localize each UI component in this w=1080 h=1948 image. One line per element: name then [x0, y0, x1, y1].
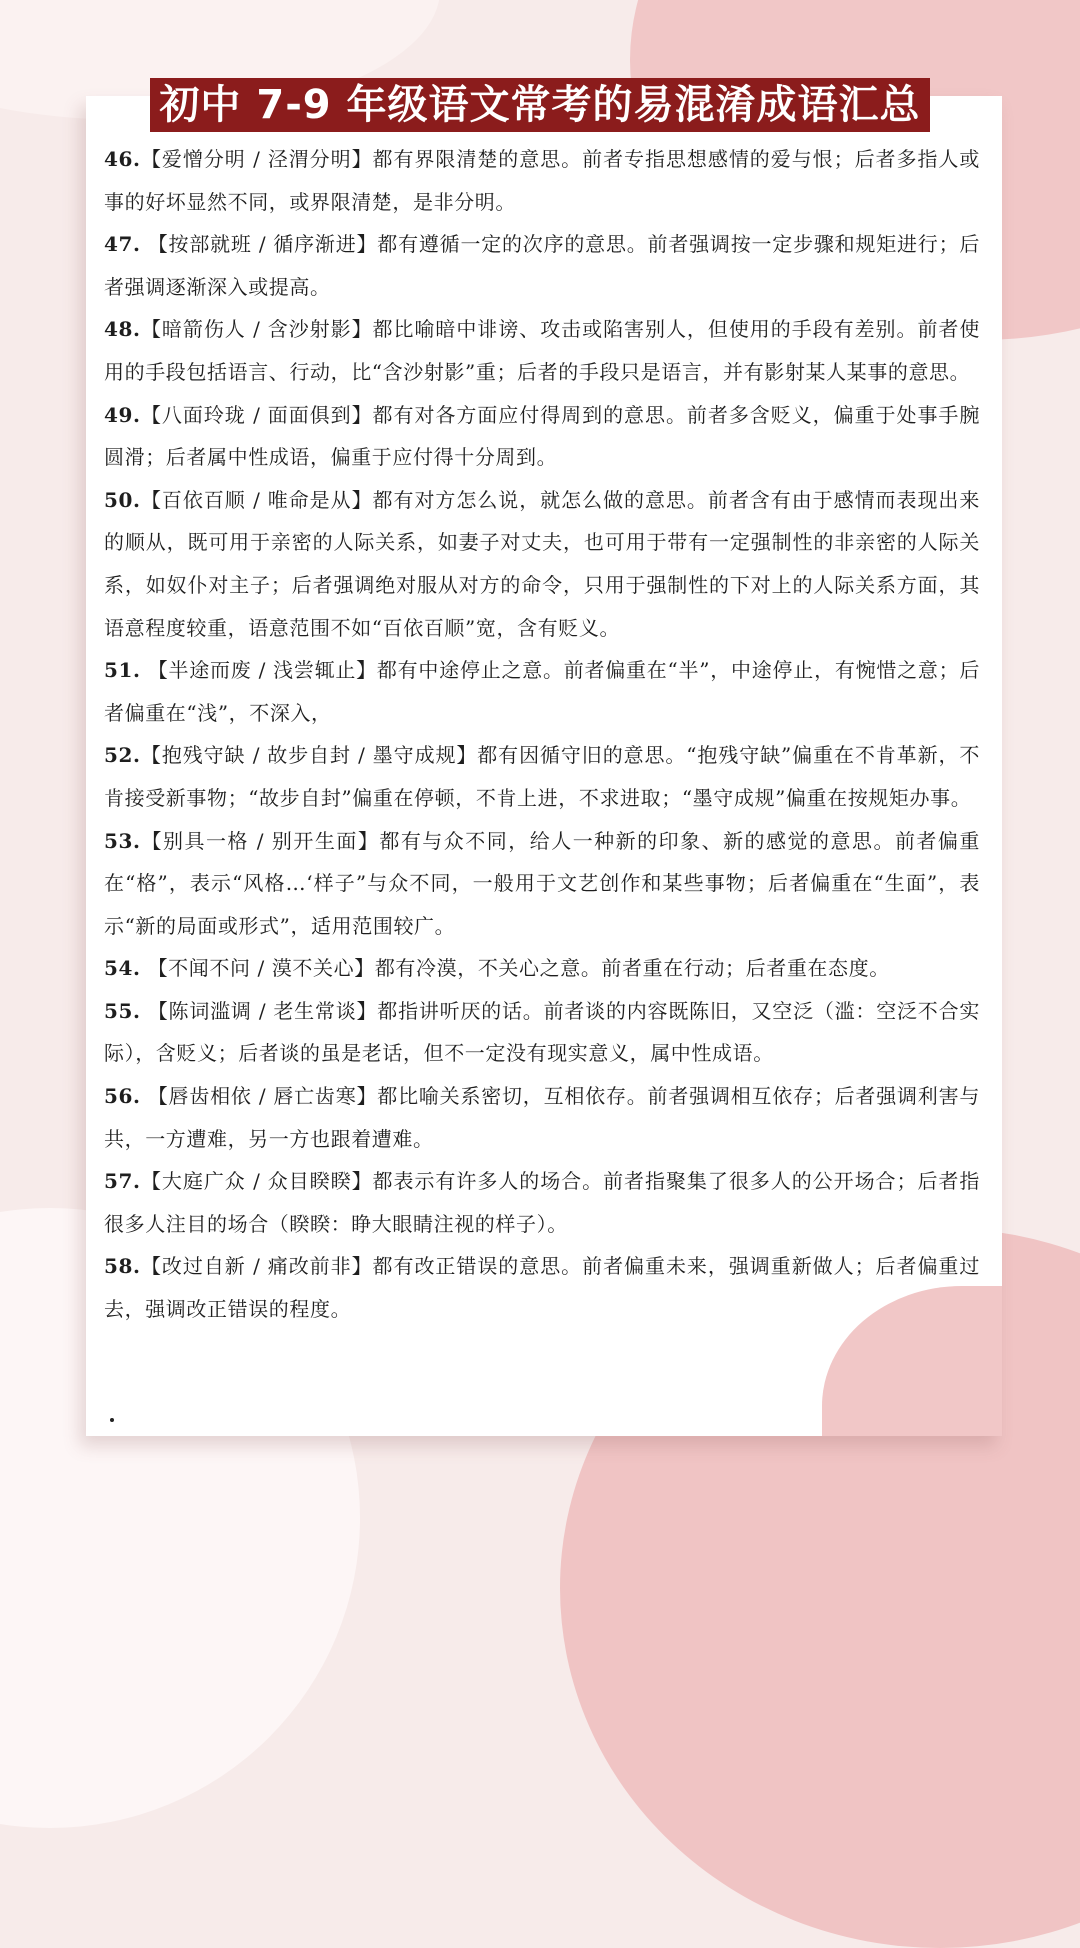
entry-number: 54. [104, 956, 141, 981]
list-item [104, 1245, 980, 1330]
entry-number: 50. [104, 487, 141, 512]
entry-number: 48. [104, 317, 141, 342]
list-item [104, 820, 980, 948]
entry-number: 57. [104, 1169, 141, 1194]
entry-number: 51. [104, 658, 141, 683]
entry-text: 【按部就班 / 循序渐进】都有遵循一定的次序的意思。前者强调按一定步骤和规矩进行；后者强调逐渐深入或提高。 [104, 232, 980, 299]
list-item [104, 138, 980, 223]
entry-number: 53. [104, 828, 141, 853]
list-item [104, 734, 980, 819]
entry-number: 49. [104, 402, 141, 427]
entry-number: 56. [104, 1084, 141, 1109]
entry-text: 【百依百顺 / 唯命是从】都有对方怎么说，就怎么做的意思。前者含有由于感情而表现出来的顺从，既可用于亲密的人际关系，如妻子对丈夫，也可用于带有一定强制性的非亲密的人际关系，如奴仆对主子；后者强调绝对服从对方的命令，只用于强制性的下对上的人际关系方面，其语意程度较重，语意范围不如“百依百顺”宽，含有贬义。 [104, 487, 980, 640]
entry-text: 【大庭广众 / 众目睽睽】都表示有许多人的场合。前者指聚集了很多人的公开场合；后者指很多人注目的场合（睽睽：睁大眼睛注视的样子）。 [104, 1169, 980, 1236]
entry-text: 【八面玲珑 / 面面俱到】都有对各方面应付得周到的意思。前者多含贬义，偏重于处事手腕圆滑；后者属中性成语，偏重于应付得十分周到。 [104, 402, 980, 470]
entry-text: 【半途而废 / 浅尝辄止】都有中途停止之意。前者偏重在“半”，中途停止，有惋惜之意；后者偏重在“浅”，不深入， [104, 658, 980, 725]
list-item [104, 1160, 980, 1245]
idiom-list [104, 138, 980, 1331]
entry-text: 【陈词滥调 / 老生常谈】都指讲听厌的话。前者谈的内容既陈旧，又空泛（滥：空泛不合实际），含贬义；后者谈的虽是老话，但不一定没有现实意义，属中性成语。 [104, 998, 980, 1066]
list-item [104, 308, 980, 393]
entry-number: 55. [104, 998, 141, 1023]
entry-number: 58. [104, 1254, 141, 1279]
list-item [104, 947, 980, 990]
entry-text: 【别具一格 / 别开生面】都有与众不同，给人一种新的印象、新的感觉的意思。前者偏重在“格”，表示“风格…‘样子”与众不同，一般用于文艺创作和某些事物；后者偏重在“生面”，表示“新的局面或形式”，适用范围较广。 [104, 828, 980, 938]
list-item [104, 990, 980, 1075]
entry-number: 47. [104, 232, 141, 257]
list-item [104, 394, 980, 479]
entry-text: 【改过自新 / 痛改前非】都有改正错误的意思。前者偏重未来，强调重新做人；后者偏重过去，强调改正错误的程度。 [104, 1254, 980, 1322]
entry-text: 【不闻不问 / 漠不关心】都有冷漠，不关心之意。前者重在行动；后者重在态度。 [140, 956, 890, 981]
list-item [104, 1075, 980, 1160]
entry-text: 【爱憎分明 / 泾渭分明】都有界限清楚的意思。前者专指思想感情的爱与恨；后者多指人或事的好坏显然不同，或界限清楚，是非分明。 [104, 147, 980, 214]
list-item [104, 223, 980, 308]
entry-number: 46. [104, 147, 141, 171]
entry-text: 【抱残守缺 / 故步自封 / 墨守成规】都有因循守旧的意思。“抱残守缺”偏重在不肯革新，不肯接受新事物；“故步自封”偏重在停顿，不肯上进，不求进取；“墨守成规”偏重在按规矩办事。 [104, 743, 980, 810]
entry-number: 52. [104, 743, 141, 768]
end-dot [110, 1418, 114, 1422]
list-item [104, 649, 980, 734]
page-title: 初中 7-9 年级语文常考的易混淆成语汇总 [150, 78, 930, 132]
entry-text: 【暗箭伤人 / 含沙射影】都比喻暗中诽谤、攻击或陷害别人，但使用的手段有差别。前者使用的手段包括语言、行动，比“含沙射影”重；后者的手段只是语言，并有影射某人某事的意思。 [104, 317, 980, 384]
list-item [104, 479, 980, 649]
entry-text: 【唇齿相依 / 唇亡齿寒】都比喻关系密切，互相依存。前者强调相互依存；后者强调利害与共，一方遭难，另一方也跟着遭难。 [104, 1084, 980, 1151]
